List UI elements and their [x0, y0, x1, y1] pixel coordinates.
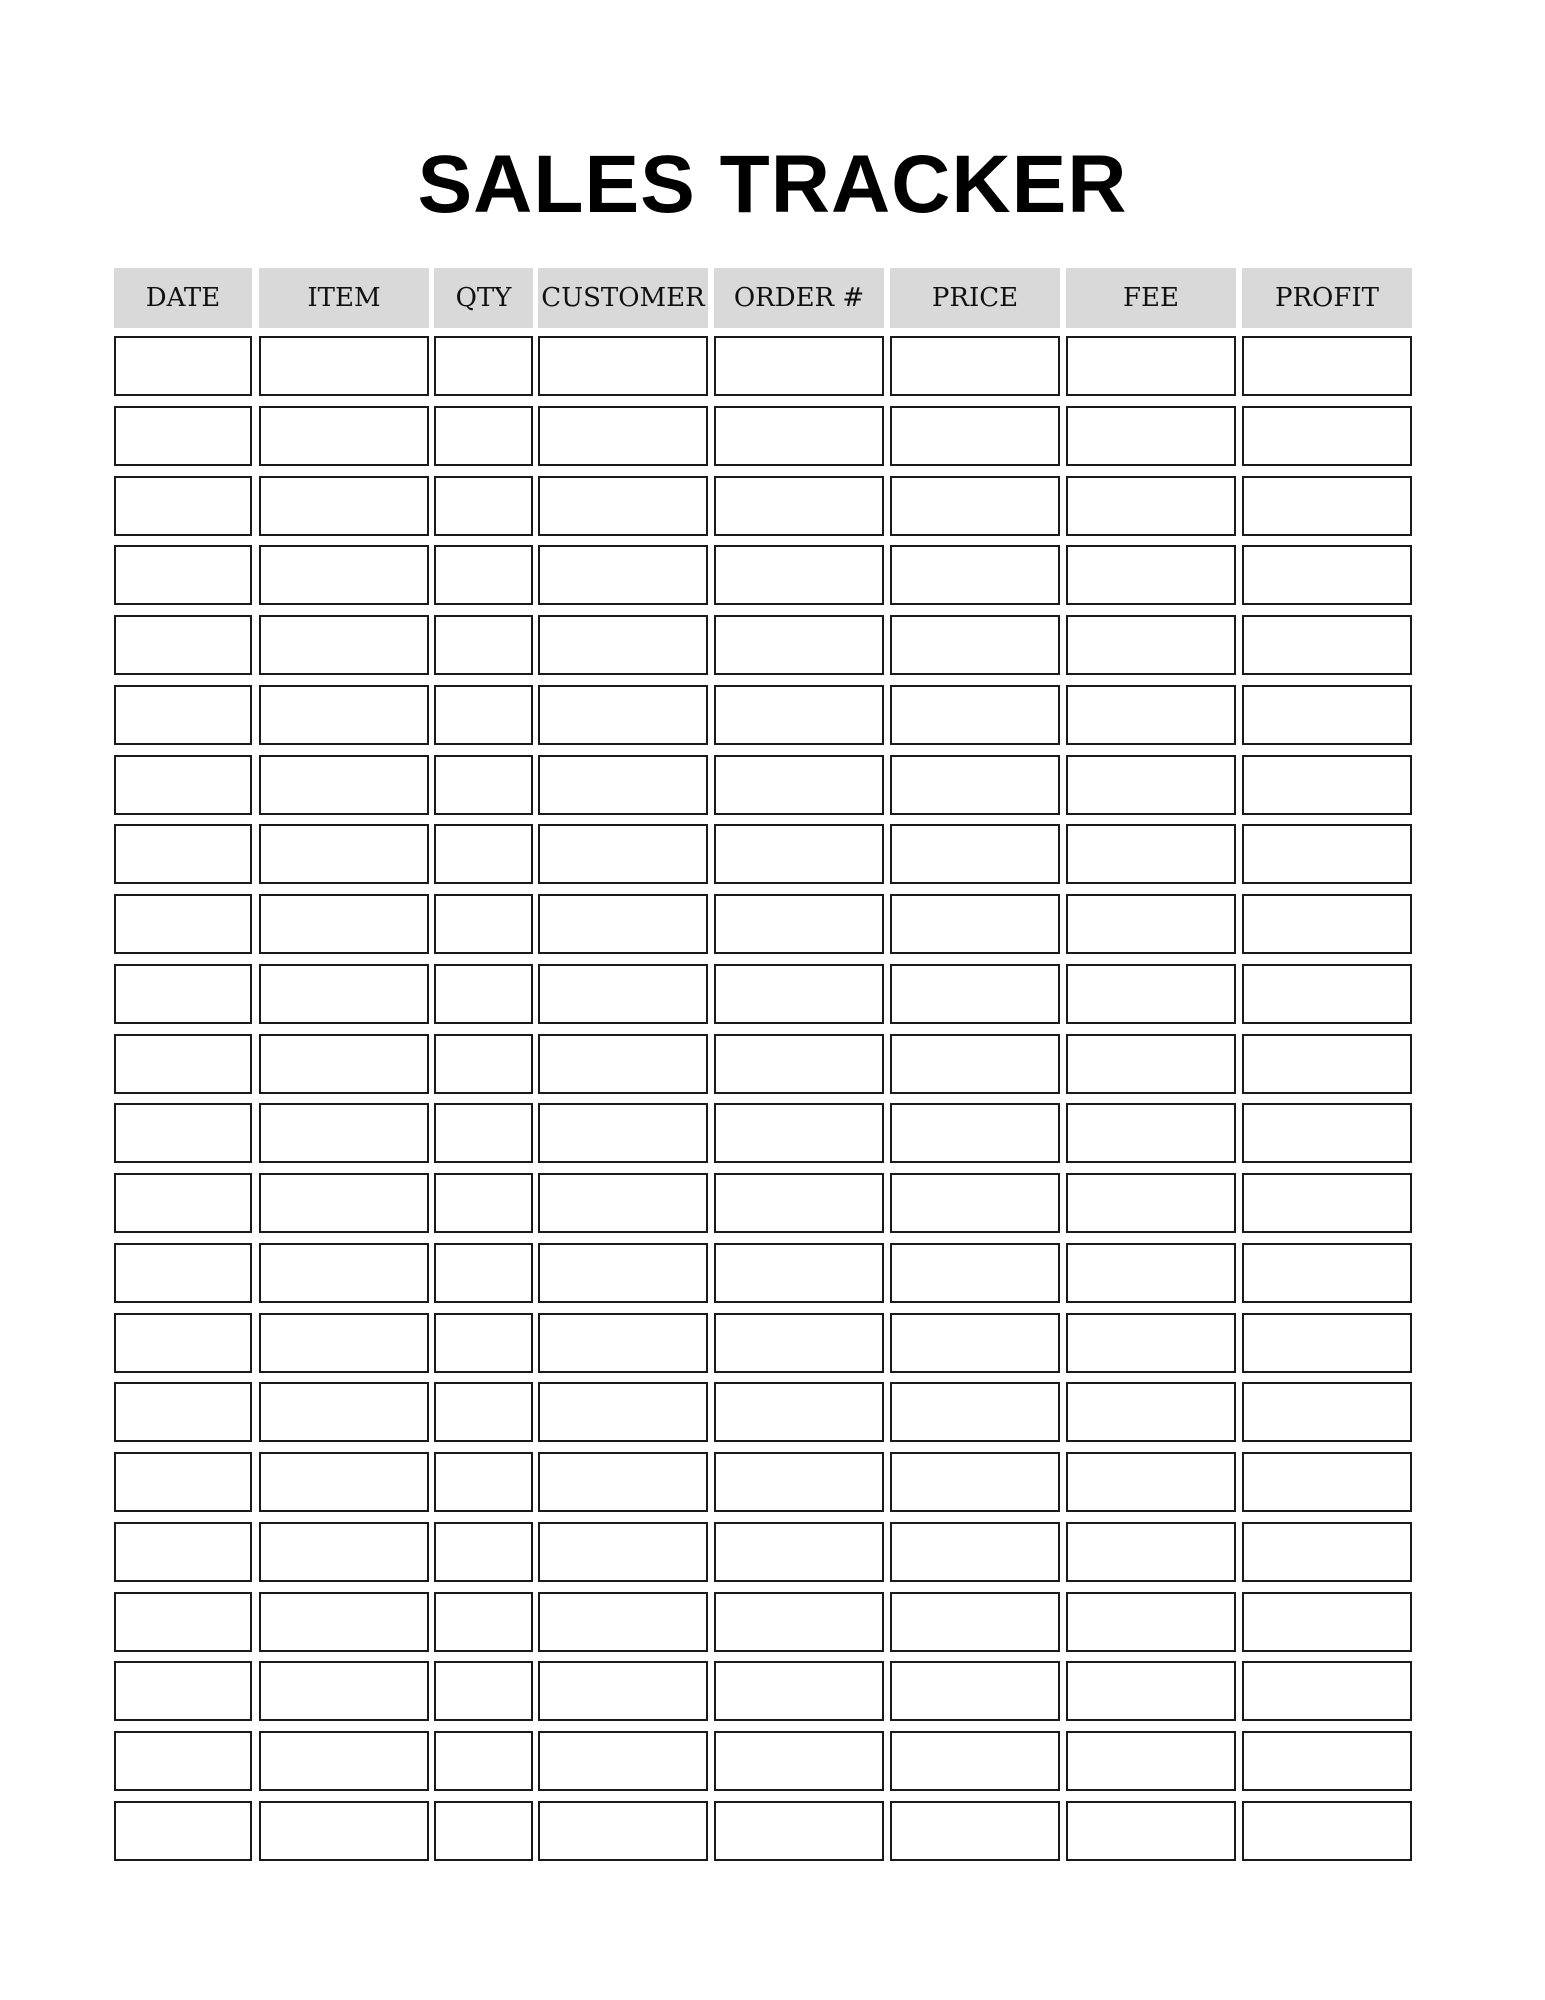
cell-item[interactable] [259, 476, 429, 536]
cell-price[interactable] [890, 1661, 1060, 1721]
cell-price[interactable] [890, 1313, 1060, 1373]
cell-customer[interactable] [538, 1382, 708, 1442]
cell-customer[interactable] [538, 336, 708, 396]
cell-fee[interactable] [1066, 406, 1236, 466]
cell-date[interactable] [114, 1801, 252, 1861]
cell-profit[interactable] [1242, 1522, 1412, 1582]
cell-price[interactable] [890, 824, 1060, 884]
cell-item[interactable] [259, 1452, 429, 1512]
cell-item[interactable] [259, 1592, 429, 1652]
cell-item[interactable] [259, 894, 429, 954]
cell-item[interactable] [259, 824, 429, 884]
cell-customer[interactable] [538, 406, 708, 466]
cell-item[interactable] [259, 615, 429, 675]
cell-qty[interactable] [434, 964, 533, 1024]
cell-price[interactable] [890, 755, 1060, 815]
cell-profit[interactable] [1242, 1731, 1412, 1791]
cell-fee[interactable] [1066, 1173, 1236, 1233]
cell-customer[interactable] [538, 964, 708, 1024]
cell-qty[interactable] [434, 1801, 533, 1861]
cell-fee[interactable] [1066, 964, 1236, 1024]
cell-item[interactable] [259, 1801, 429, 1861]
cell-price[interactable] [890, 894, 1060, 954]
cell-profit[interactable] [1242, 755, 1412, 815]
cell-price[interactable] [890, 615, 1060, 675]
cell-date[interactable] [114, 1661, 252, 1721]
cell-profit[interactable] [1242, 824, 1412, 884]
cell-qty[interactable] [434, 1173, 533, 1233]
cell-date[interactable] [114, 755, 252, 815]
cell-customer[interactable] [538, 1034, 708, 1094]
cell-order-number[interactable] [714, 894, 884, 954]
cell-date[interactable] [114, 1382, 252, 1442]
cell-price[interactable] [890, 1034, 1060, 1094]
cell-date[interactable] [114, 1731, 252, 1791]
cell-fee[interactable] [1066, 476, 1236, 536]
cell-item[interactable] [259, 1034, 429, 1094]
cell-customer[interactable] [538, 1313, 708, 1373]
column-header-customer: CUSTOMER [538, 268, 708, 328]
cell-order-number[interactable] [714, 406, 884, 466]
cell-customer[interactable] [538, 1103, 708, 1163]
cell-qty[interactable] [434, 336, 533, 396]
cell-qty[interactable] [434, 685, 533, 745]
cell-qty[interactable] [434, 894, 533, 954]
cell-qty[interactable] [434, 1243, 533, 1303]
cell-order-number[interactable] [714, 1103, 884, 1163]
cell-date[interactable] [114, 1243, 252, 1303]
cell-order-number[interactable] [714, 1452, 884, 1512]
cell-profit[interactable] [1242, 1103, 1412, 1163]
column-header-fee: FEE [1066, 268, 1236, 328]
cell-order-number[interactable] [714, 964, 884, 1024]
cell-fee[interactable] [1066, 1034, 1236, 1094]
cell-item[interactable] [259, 1173, 429, 1233]
cell-order-number[interactable] [714, 615, 884, 675]
cell-date[interactable] [114, 1103, 252, 1163]
cell-customer[interactable] [538, 1452, 708, 1512]
cell-order-number[interactable] [714, 1522, 884, 1582]
cell-customer[interactable] [538, 615, 708, 675]
cell-date[interactable] [114, 1522, 252, 1582]
cell-fee[interactable] [1066, 1522, 1236, 1582]
cell-qty[interactable] [434, 1522, 533, 1582]
cell-profit[interactable] [1242, 336, 1412, 396]
cell-customer[interactable] [538, 1592, 708, 1652]
cell-profit[interactable] [1242, 894, 1412, 954]
cell-fee[interactable] [1066, 824, 1236, 884]
cell-customer[interactable] [538, 755, 708, 815]
cell-price[interactable] [890, 1452, 1060, 1512]
cell-profit[interactable] [1242, 1592, 1412, 1652]
cell-profit[interactable] [1242, 1382, 1412, 1442]
cell-qty[interactable] [434, 615, 533, 675]
cell-profit[interactable] [1242, 1173, 1412, 1233]
cell-customer[interactable] [538, 894, 708, 954]
cell-order-number[interactable] [714, 824, 884, 884]
cell-qty[interactable] [434, 1103, 533, 1163]
cell-profit[interactable] [1242, 476, 1412, 536]
cell-fee[interactable] [1066, 1661, 1236, 1721]
cell-item[interactable] [259, 1243, 429, 1303]
cell-item[interactable] [259, 1522, 429, 1582]
cell-qty[interactable] [434, 1382, 533, 1442]
cell-date[interactable] [114, 894, 252, 954]
cell-profit[interactable] [1242, 406, 1412, 466]
cell-item[interactable] [259, 685, 429, 745]
cell-fee[interactable] [1066, 336, 1236, 396]
cell-date[interactable] [114, 824, 252, 884]
cell-fee[interactable] [1066, 755, 1236, 815]
cell-qty[interactable] [434, 824, 533, 884]
cell-item[interactable] [259, 1382, 429, 1442]
cell-order-number[interactable] [714, 1034, 884, 1094]
cell-profit[interactable] [1242, 1034, 1412, 1094]
cell-date[interactable] [114, 545, 252, 605]
cell-customer[interactable] [538, 1731, 708, 1791]
cell-item[interactable] [259, 545, 429, 605]
cell-fee[interactable] [1066, 1452, 1236, 1512]
cell-fee[interactable] [1066, 1592, 1236, 1652]
cell-item[interactable] [259, 755, 429, 815]
cell-customer[interactable] [538, 1173, 708, 1233]
cell-qty[interactable] [434, 545, 533, 605]
cell-fee[interactable] [1066, 1243, 1236, 1303]
cell-price[interactable] [890, 545, 1060, 605]
cell-profit[interactable] [1242, 1313, 1412, 1373]
cell-qty[interactable] [434, 1731, 533, 1791]
cell-customer[interactable] [538, 1801, 708, 1861]
cell-profit[interactable] [1242, 1452, 1412, 1512]
cell-date[interactable] [114, 1034, 252, 1094]
cell-price[interactable] [890, 685, 1060, 745]
cell-fee[interactable] [1066, 1731, 1236, 1791]
cell-date[interactable] [114, 1452, 252, 1512]
cell-date[interactable] [114, 685, 252, 745]
column-header-price: PRICE [890, 268, 1060, 328]
cell-customer[interactable] [538, 1522, 708, 1582]
cell-item[interactable] [259, 1103, 429, 1163]
cell-order-number[interactable] [714, 755, 884, 815]
cell-fee[interactable] [1066, 545, 1236, 605]
cell-qty[interactable] [434, 1452, 533, 1512]
cell-order-number[interactable] [714, 1801, 884, 1861]
cell-price[interactable] [890, 336, 1060, 396]
column-header-date: DATE [114, 268, 252, 328]
cell-order-number[interactable] [714, 1592, 884, 1652]
cell-price[interactable] [890, 1382, 1060, 1442]
cell-customer[interactable] [538, 824, 708, 884]
cell-price[interactable] [890, 406, 1060, 466]
cell-profit[interactable] [1242, 685, 1412, 745]
cell-fee[interactable] [1066, 615, 1236, 675]
cell-customer[interactable] [538, 545, 708, 605]
cell-order-number[interactable] [714, 1313, 884, 1373]
cell-item[interactable] [259, 406, 429, 466]
cell-customer[interactable] [538, 685, 708, 745]
cell-customer[interactable] [538, 1243, 708, 1303]
cell-order-number[interactable] [714, 476, 884, 536]
cell-qty[interactable] [434, 755, 533, 815]
cell-fee[interactable] [1066, 1801, 1236, 1861]
cell-price[interactable] [890, 1592, 1060, 1652]
cell-order-number[interactable] [714, 685, 884, 745]
cell-profit[interactable] [1242, 1661, 1412, 1721]
cell-date[interactable] [114, 476, 252, 536]
cell-item[interactable] [259, 1661, 429, 1721]
cell-date[interactable] [114, 336, 252, 396]
cell-fee[interactable] [1066, 685, 1236, 745]
cell-date[interactable] [114, 1313, 252, 1373]
cell-item[interactable] [259, 1313, 429, 1373]
cell-qty[interactable] [434, 1313, 533, 1373]
cell-item[interactable] [259, 1731, 429, 1791]
cell-date[interactable] [114, 615, 252, 675]
column-header-order-number: ORDER # [714, 268, 884, 328]
cell-price[interactable] [890, 964, 1060, 1024]
cell-order-number[interactable] [714, 1382, 884, 1442]
cell-date[interactable] [114, 1592, 252, 1652]
cell-profit[interactable] [1242, 1243, 1412, 1303]
cell-price[interactable] [890, 1801, 1060, 1861]
cell-fee[interactable] [1066, 894, 1236, 954]
cell-order-number[interactable] [714, 336, 884, 396]
column-header-qty: QTY [434, 268, 533, 328]
cell-price[interactable] [890, 476, 1060, 536]
cell-order-number[interactable] [714, 545, 884, 605]
cell-price[interactable] [890, 1173, 1060, 1233]
cell-price[interactable] [890, 1103, 1060, 1163]
cell-item[interactable] [259, 336, 429, 396]
cell-order-number[interactable] [714, 1731, 884, 1791]
cell-fee[interactable] [1066, 1313, 1236, 1373]
cell-qty[interactable] [434, 1592, 533, 1652]
cell-order-number[interactable] [714, 1173, 884, 1233]
cell-profit[interactable] [1242, 615, 1412, 675]
cell-profit[interactable] [1242, 1801, 1412, 1861]
cell-profit[interactable] [1242, 545, 1412, 605]
cell-profit[interactable] [1242, 964, 1412, 1024]
cell-customer[interactable] [538, 1661, 708, 1721]
cell-qty[interactable] [434, 406, 533, 466]
cell-order-number[interactable] [714, 1243, 884, 1303]
cell-customer[interactable] [538, 476, 708, 536]
page-title: SALES TRACKER [417, 139, 1128, 230]
cell-fee[interactable] [1066, 1103, 1236, 1163]
cell-price[interactable] [890, 1731, 1060, 1791]
cell-price[interactable] [890, 1243, 1060, 1303]
cell-qty[interactable] [434, 476, 533, 536]
cell-date[interactable] [114, 1173, 252, 1233]
cell-item[interactable] [259, 964, 429, 1024]
cell-date[interactable] [114, 964, 252, 1024]
cell-date[interactable] [114, 406, 252, 466]
column-header-profit: PROFIT [1242, 268, 1412, 328]
cell-qty[interactable] [434, 1034, 533, 1094]
cell-fee[interactable] [1066, 1382, 1236, 1442]
cell-price[interactable] [890, 1522, 1060, 1582]
cell-order-number[interactable] [714, 1661, 884, 1721]
cell-qty[interactable] [434, 1661, 533, 1721]
column-header-item: ITEM [259, 268, 429, 328]
